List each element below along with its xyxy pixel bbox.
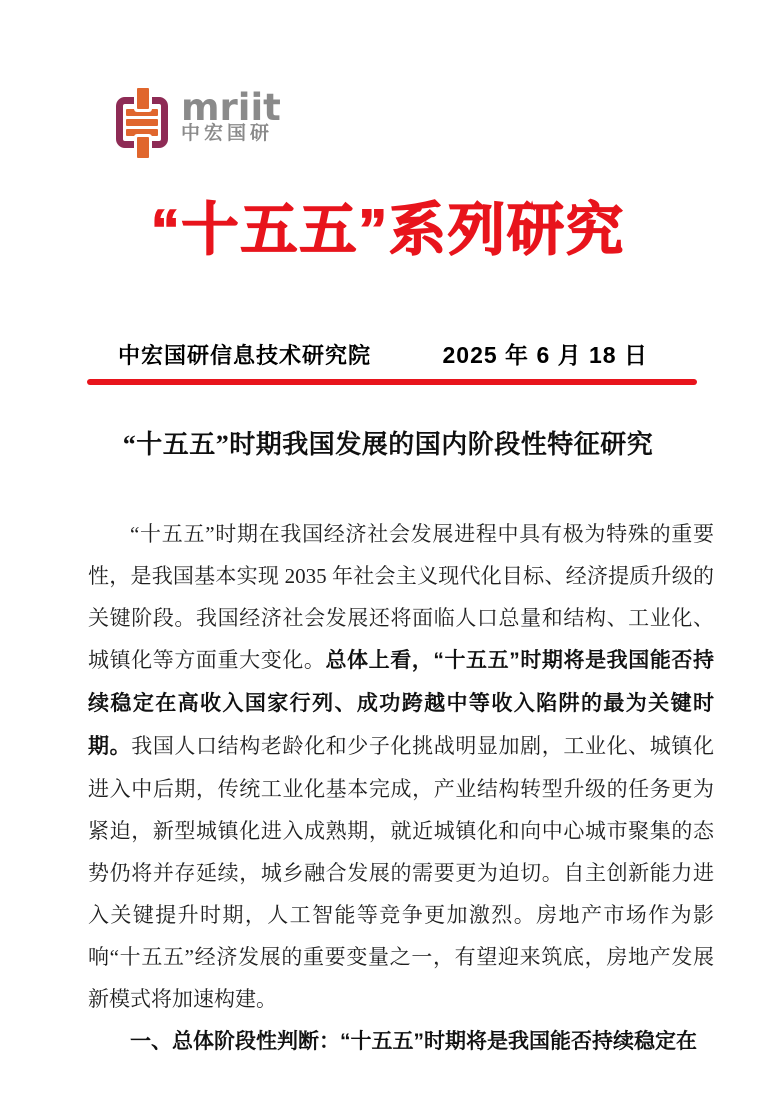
section-heading (88, 1020, 714, 1063)
logo-bar-shape (126, 129, 158, 136)
mriit-logo (114, 88, 281, 158)
logo-bar-shape (126, 119, 158, 126)
paragraph-text: “十五五”时期在我国经济社会发展进程中具有极为特殊的重要性，是我国基本实现 2035 年社会主义现代化目标、经济提质升级的关键阶段。我国经济社会发展还将面临人口总量和结构、工业化、城镇化等方面重大变化。 (88, 522, 714, 672)
logo-brand-name-chinese: 中宏国研 (181, 123, 274, 144)
logo-bar-shape (137, 137, 149, 158)
mriit-logo-icon (114, 88, 172, 158)
logo-bar-shape (126, 109, 158, 116)
paragraph-emphasis-text: 总体上看，“十五五”时期将是我国能否持续稳定在高收入国家行列、成功跨越中等收入陷阱的最为关键时期。 (88, 649, 715, 758)
byline-row (88, 337, 698, 370)
body-paragraph (88, 513, 714, 1020)
paragraph-text: 我国人口结构老龄化和少子化挑战明显加剧，工业化、城镇化进入中后期，传统工业化基本完成，产业结构转型升级的任务更为紧迫，新型城镇化进入成熟期，就近城镇化和向中心城市聚集的态势仍将并存延续，城乡融合发展的需要更为迫切。自主创新能力进入关键提升时期，人工智能等竞争更加激烈。房地产市场作为影响“十五五”经济发展的重要变量之一，有望迎来筑底，房地产发展新模式将加速构建。 (88, 734, 715, 1011)
document-title: “十五五”时期我国发展的国内阶段性特征研究 (122, 430, 654, 459)
publication-date: 2025 年 6 月 18 日 (442, 342, 648, 368)
series-title: “十五五”系列研究 (151, 198, 625, 262)
institute-name: 中宏国研信息技术研究院 (118, 343, 372, 368)
logo-brand-name: mriit (181, 86, 281, 129)
section-heading-text: 一、总体阶段性判断：“十五五”时期将是我国能否持续稳定在 (130, 1030, 697, 1053)
document-body (88, 513, 714, 1063)
logo-text (181, 88, 281, 145)
logo-bar-shape (137, 88, 149, 109)
red-divider-rule (87, 379, 697, 385)
